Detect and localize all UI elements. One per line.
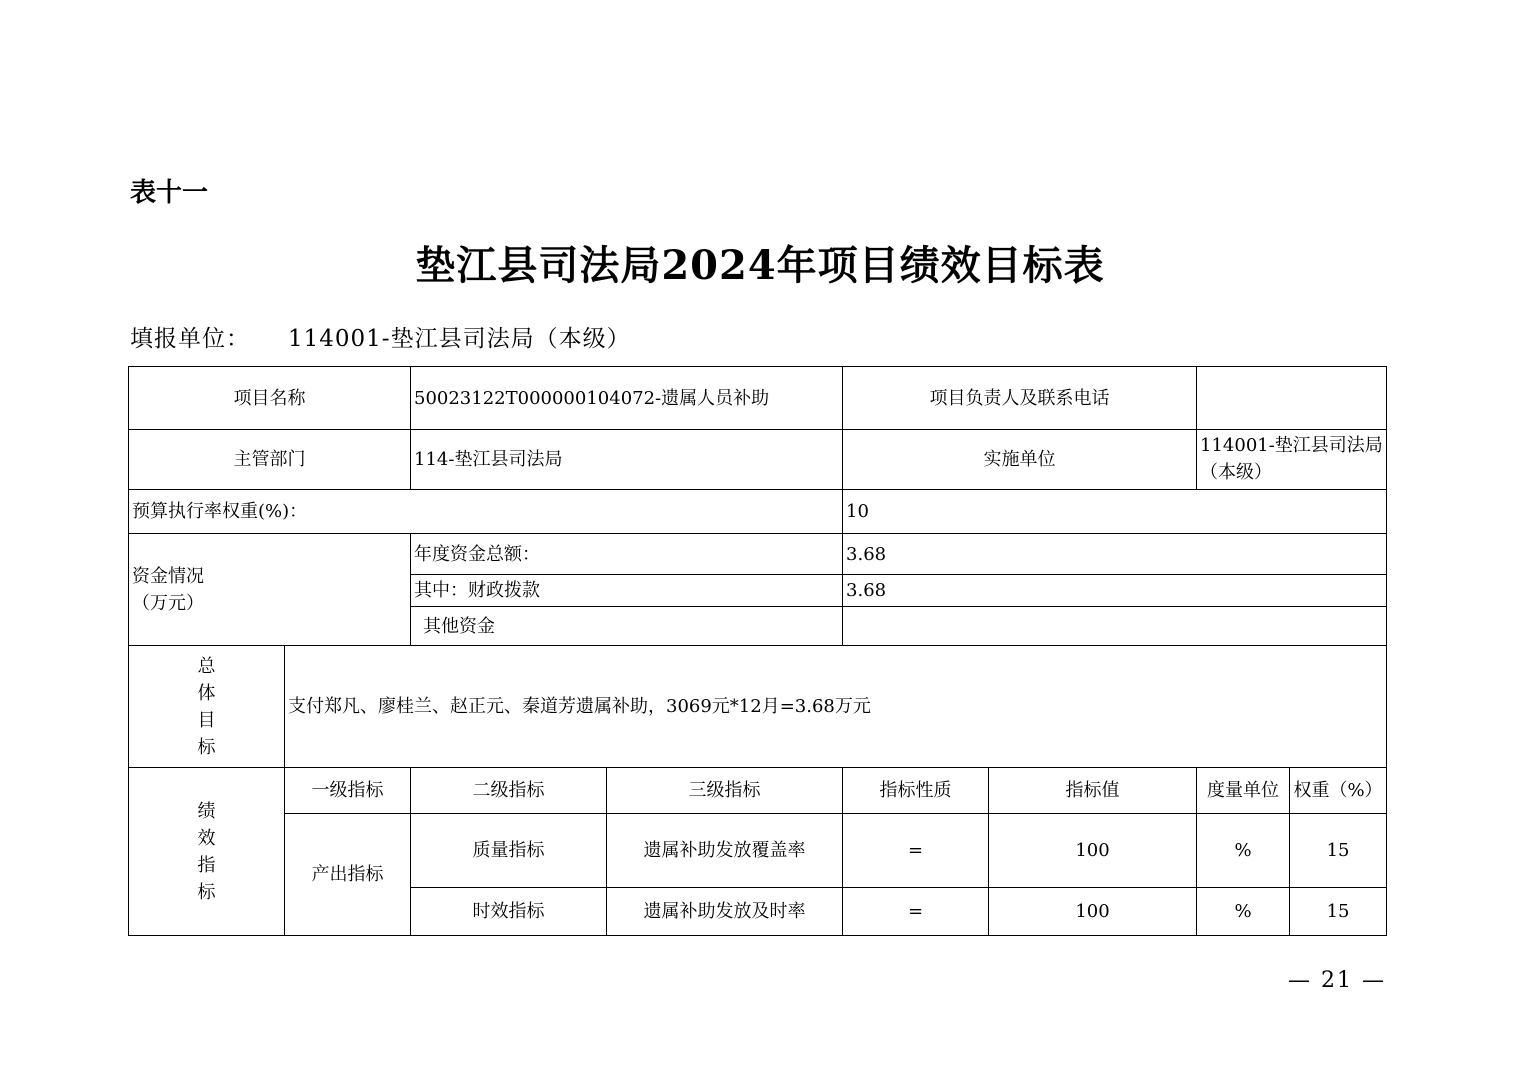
column-header: 权重（%） <box>1290 768 1387 814</box>
implementing-unit-label: 实施单位 <box>843 430 1197 490</box>
funds-row-total <box>129 534 1387 575</box>
funds-item-value: 3.68 <box>843 534 1387 575</box>
column-header: 二级指标 <box>411 768 607 814</box>
overall-goal-label-char: 标 <box>197 736 216 758</box>
implementing-unit-value: 114001-垫江县司法局（本级） <box>1197 430 1387 490</box>
performance-indicator-label-char: 标 <box>197 881 216 903</box>
funds-item-value: 3.68 <box>843 575 1387 607</box>
project-contact-value <box>1197 367 1387 430</box>
department-value: 114-垫江县司法局 <box>411 430 843 490</box>
overall-goal-label-char: 体 <box>197 682 216 704</box>
indicator-nature-cell: = <box>843 814 989 888</box>
indicator-value-cell: 100 <box>989 888 1197 936</box>
funds-label-line1: 资金情况 <box>132 565 204 587</box>
overall-goal-label-char: 目 <box>197 709 216 731</box>
column-header: 三级指标 <box>607 768 843 814</box>
weight-cell: 15 <box>1290 888 1387 936</box>
budget-rate-value: 10 <box>843 490 1387 534</box>
project-name-label: 项目名称 <box>129 367 411 430</box>
funds-label-line2: （万元） <box>132 592 204 614</box>
level2-indicator-cell: 时效指标 <box>411 888 607 936</box>
funds-item-label: 年度资金总额： <box>411 534 843 575</box>
performance-indicator-label-char: 效 <box>197 827 216 849</box>
column-header: 指标值 <box>989 768 1197 814</box>
performance-indicator-label-char: 绩 <box>197 800 216 822</box>
table-row <box>129 814 1387 888</box>
funds-item-label: 其中：财政拨款 <box>411 575 843 607</box>
project-contact-label: 项目负责人及联系电话 <box>843 367 1197 430</box>
overall-goal-label <box>129 646 285 768</box>
budget-rate-label: 预算执行率权重(%)： <box>129 490 843 534</box>
indicator-nature-cell: = <box>843 888 989 936</box>
measure-unit-cell: % <box>1197 814 1290 888</box>
indicator-header-row <box>129 768 1387 814</box>
column-header: 一级指标 <box>285 768 411 814</box>
funds-label <box>129 534 411 646</box>
measure-unit-cell: % <box>1197 888 1290 936</box>
level3-indicator-cell: 遗属补助发放覆盖率 <box>607 814 843 888</box>
overall-goal-label-char: 总 <box>197 655 216 677</box>
project-name-value: 50023122T000000104072-遗属人员补助 <box>411 367 843 430</box>
reporting-unit-line <box>130 320 631 353</box>
column-header: 指标性质 <box>843 768 989 814</box>
page-number: — 21 — <box>1288 968 1386 993</box>
overall-goal-text: 支付郑凡、廖桂兰、赵正元、秦道芳遗属补助，3069元*12月=3.68万元 <box>285 646 1387 768</box>
level2-indicator-cell: 质量指标 <box>411 814 607 888</box>
performance-indicator-label-char: 指 <box>197 854 216 876</box>
weight-cell: 15 <box>1290 814 1387 888</box>
project-name-row <box>129 367 1387 430</box>
performance-target-table <box>128 366 1387 936</box>
level1-indicator-cell: 产出指标 <box>285 814 411 936</box>
page-title: 垫江县司法局2024年项目绩效目标表 <box>415 242 1105 289</box>
reporting-unit-value: 114001-垫江县司法局（本级） <box>288 326 631 352</box>
department-row <box>129 430 1387 490</box>
column-header: 度量单位 <box>1197 768 1290 814</box>
reporting-unit-label: 填报单位： <box>130 326 250 352</box>
table-number-label: 表十一 <box>130 178 209 208</box>
department-label: 主管部门 <box>129 430 411 490</box>
budget-rate-row <box>129 490 1387 534</box>
funds-item-value <box>843 607 1387 646</box>
overall-goal-row <box>129 646 1387 768</box>
performance-indicator-label <box>129 768 285 936</box>
funds-item-label: 其他资金 <box>411 607 843 646</box>
level3-indicator-cell: 遗属补助发放及时率 <box>607 888 843 936</box>
indicator-value-cell: 100 <box>989 814 1197 888</box>
